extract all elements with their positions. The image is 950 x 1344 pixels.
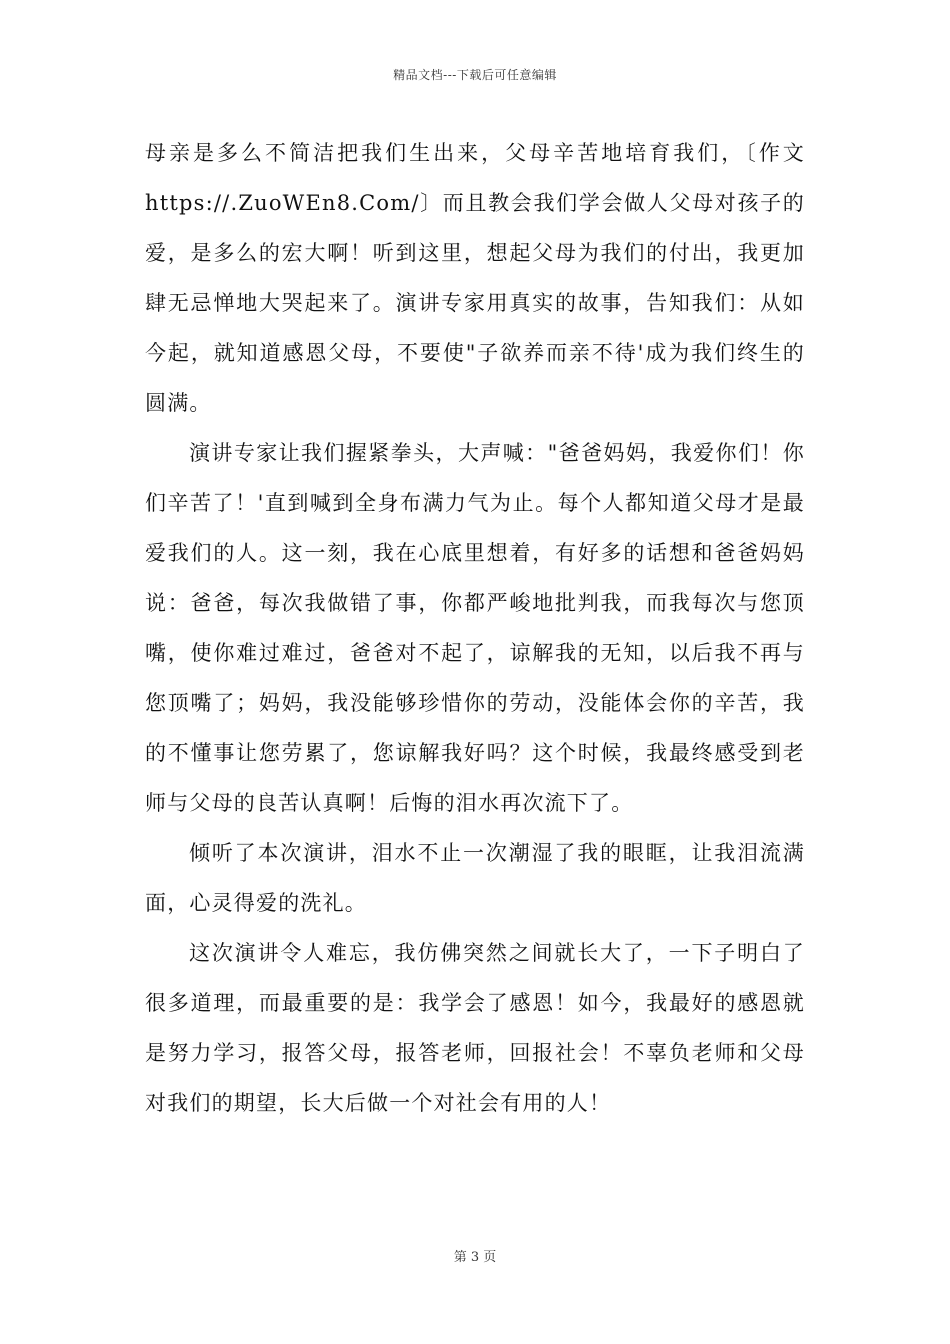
page-number: 第 3 页 (453, 1250, 497, 1265)
paragraph-2: 演讲专家让我们握紧拳头，大声喊："爸爸妈妈，我爱你们！你们辛苦了！'直到喊到全身布满力气为止。每个人都知道父母才是最爱我们的人。这一刻，我在心底里想着，有好多的话想和爸爸妈妈说：爸爸，每次我做错了事，你都严峻地批判我，而我每次与您顶嘴，使你难过难过，爸爸对不起了，谅解我的无知，以后我不再与您顶嘴了；妈妈，我没能够珍惜你的劳动，没能体会你的辛苦，我的不懂事让您劳累了，您谅解我好吗？这个时候，我最终感受到老师与父母的良苦认真啊！后悔的泪水再次流下了。 (145, 441, 805, 815)
document-body (145, 128, 805, 1128)
paragraph-3: 倾听了本次演讲，泪水不止一次潮湿了我的眼眶，让我泪流满面，心灵得爱的洗礼。 (145, 841, 805, 915)
page-header: 精品文档---下载后可任意编辑 (393, 68, 557, 82)
paragraph-4: 这次演讲令人难忘，我仿佛突然之间就长大了，一下子明白了很多道理，而最重要的是：我学会了感恩！如今，我最好的感恩就是努力学习，报答父母，报答老师，回报社会！不辜负老师和父母对我们的期望，长大后做一个对社会有用的人！ (145, 941, 805, 1115)
paragraph-1: 母亲是多么不简洁把我们生出来，父母辛苦地培育我们，〔作文https://.ZuoWEn8.Com/〕而且教会我们学会做人父母对孩子的爱，是多么的宏大啊！听到这里，想起父母为我们的付出，我更加肆无忌惮地大哭起来了。演讲专家用真实的故事，告知我们：从如今起，就知道感恩父母，不要使"子欲养而亲不待'成为我们终生的圆满。 (145, 141, 805, 415)
